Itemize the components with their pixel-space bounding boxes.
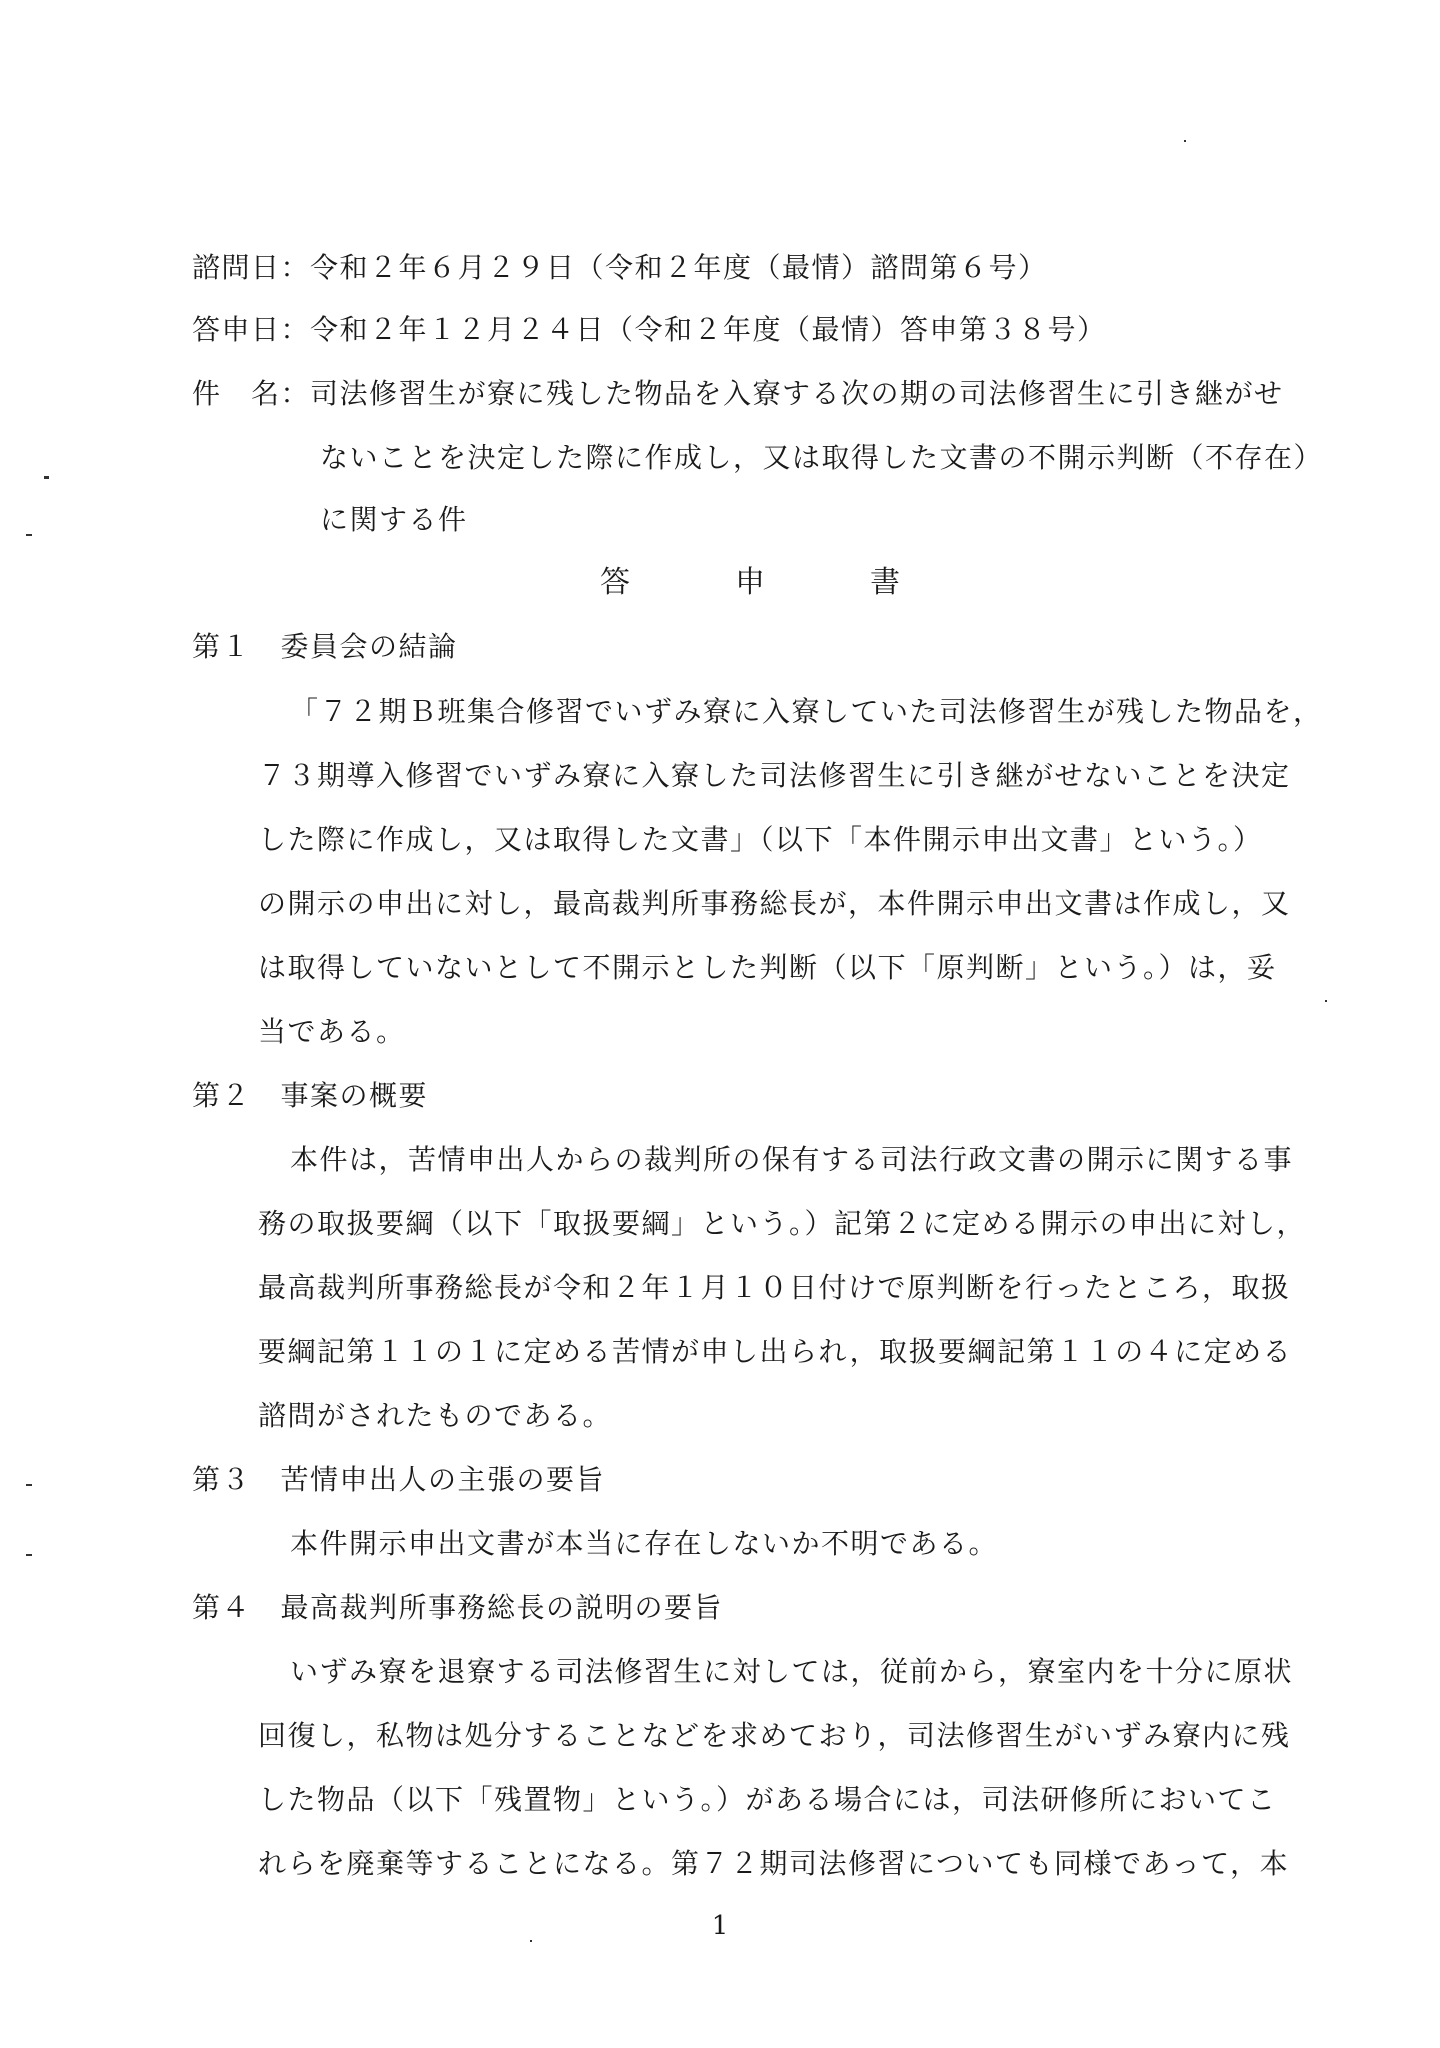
scan-speck [26,1484,32,1486]
title-char-3: 書 [870,565,900,600]
section-1-line-3: した際に作成し，又は取得した文書」（以下「本件開示申出文書」という。） [258,823,1263,856]
scan-speck [44,476,49,479]
scan-speck [1184,140,1186,142]
section-1-line-1: 「７２期Ｂ班集合修習でいずみ寮に入寮していた司法修習生が残した物品を， [290,695,1323,728]
report-date-label: 答申日： [192,313,311,346]
section-2-line-4: 要綱記第１１の１に定める苦情が申し出られ，取扱要綱記第１１の４に定める [258,1335,1293,1368]
section-4-line-1: いずみ寮を退寮する司法修習生に対しては，従前から，寮室内を十分に原状 [290,1655,1294,1688]
scan-speck [26,1554,32,1556]
subject-text-1: 司法修習生が寮に残した物品を入寮する次の期の司法修習生に引き継がせ [310,377,1284,410]
section-4-line-3: した物品（以下「残置物」という。）がある場合には，司法研修所においてこ [258,1783,1277,1816]
scan-speck [26,534,32,536]
scan-speck [530,1940,532,1942]
report-date-value: 令和２年１２月２４日（令和２年度（最情）答申第３８号） [310,313,1107,346]
report-date-line [192,310,1107,350]
section-4-line-2: 回復し，私物は処分することなどを求めており，司法修習生がいずみ寮内に残 [258,1719,1291,1752]
section-1-line-5: は取得していないとして不開示とした判断（以下「原判断」という。）は，妥 [258,951,1277,984]
subject-line-2: ないことを決定した際に作成し，又は取得した文書の不開示判断（不存在） [320,441,1324,474]
title-char-1: 答 [600,565,630,600]
section-4-heading: 第４ 最高裁判所事務総長の説明の要旨 [192,1591,724,1624]
section-1-heading: 第１ 委員会の結論 [192,630,458,663]
subject-label: 件 名： [192,377,311,410]
page-number: 1 [711,1911,729,1941]
section-2-line-2: 務の取扱要綱（以下「取扱要綱」という。）記第２に定める開示の申出に対し， [258,1207,1307,1240]
inquiry-date-label: 諮問日： [192,251,311,284]
subject-line-3: に関する件 [320,503,468,536]
section-2-line-3: 最高裁判所事務総長が令和２年１月１０日付けで原判断を行ったところ，取扱 [258,1271,1291,1304]
section-2-heading: 第２ 事案の概要 [192,1079,429,1112]
section-4-line-4: れらを廃棄等することになる。第７２期司法修習についても同様であって，本 [258,1847,1290,1880]
section-1-line-4: の開示の申出に対し，最高裁判所事務総長が，本件開示申出文書は作成し，又 [258,887,1291,920]
section-1-line-6: 当である。 [258,1015,406,1048]
section-3-line-1: 本件開示申出文書が本当に存在しないか不明である。 [290,1527,999,1560]
inquiry-date-line [192,248,1048,288]
scan-speck [1325,1000,1327,1002]
section-1-line-2: ７３期導入修習でいずみ寮に入寮した司法修習生に引き継がせないことを決定 [258,759,1291,792]
subject-line-1 [192,374,1284,414]
title-char-2: 申 [735,565,765,600]
inquiry-date-value: 令和２年６月２９日（令和２年度（最情）諮問第６号） [310,251,1048,284]
section-2-line-5: 諮問がされたものである。 [258,1399,613,1432]
document-title [600,563,900,603]
section-2-line-1: 本件は，苦情申出人からの裁判所の保有する司法行政文書の開示に関する事 [290,1143,1294,1176]
section-3-heading: 第３ 苦情申出人の主張の要旨 [192,1463,606,1496]
